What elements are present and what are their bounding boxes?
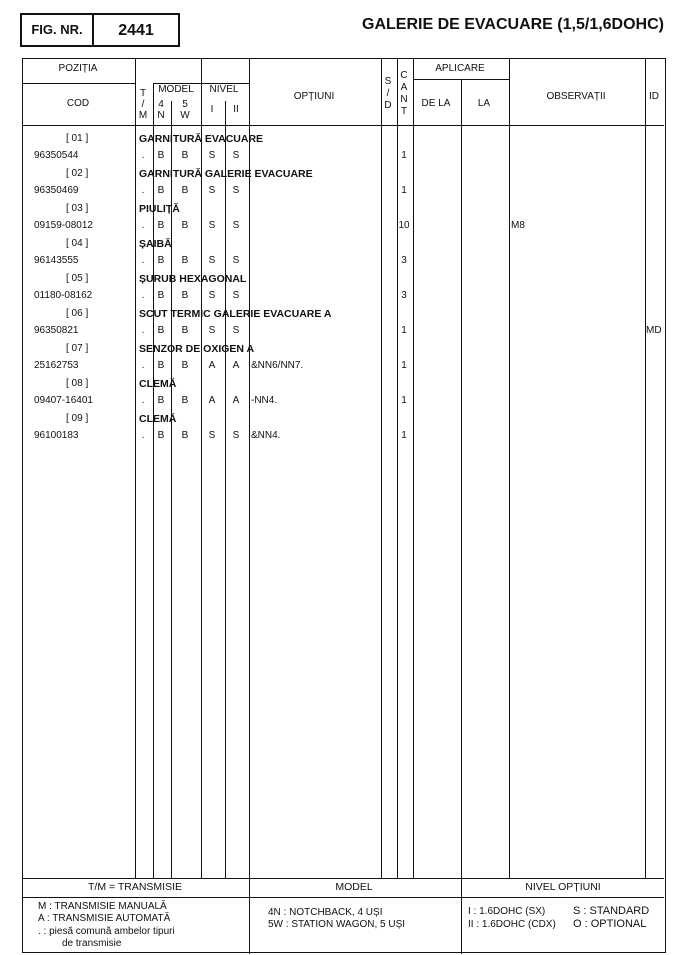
col-5w-2: W [180, 110, 190, 121]
part-name: PIULIȚĂ [139, 203, 180, 215]
col-sd-3: D [384, 100, 392, 111]
part-position: [ 06 ] [66, 308, 89, 319]
footer-tm-line: M : TRANSMISIE MANUALĂ [38, 901, 167, 912]
part-tm: . [141, 150, 145, 161]
part-nivel-ii: S [232, 150, 240, 161]
col-cant-4: T [400, 106, 408, 117]
part-quantity: 1 [401, 185, 407, 196]
part-nivel-i: S [208, 430, 216, 441]
part-nivel-ii: S [232, 220, 240, 231]
col-4n-1: 4 [158, 99, 164, 110]
part-name: SCUT TERMIC GALERIE EVACUARE A [139, 308, 332, 320]
footer-tm-title: T/M = TRANSMISIE [87, 881, 183, 893]
part-id: MD [646, 325, 662, 336]
part-position: [ 08 ] [66, 378, 89, 389]
part-nivel-ii: S [232, 255, 240, 266]
part-optiuni: &NN4. [251, 430, 281, 441]
fig-label: FIG. NR. [22, 15, 94, 45]
part-model-4n: B [157, 290, 165, 301]
part-nivel-i: S [208, 220, 216, 231]
part-code: 09407-16401 [34, 395, 93, 406]
part-model-5w: B [181, 185, 189, 196]
part-model-4n: B [157, 325, 165, 336]
part-model-5w: B [181, 360, 189, 371]
part-tm: . [141, 220, 145, 231]
footer-legend-line: O : OPTIONAL [573, 918, 647, 930]
col-aplicare: APLICARE [435, 63, 485, 74]
part-quantity: 3 [401, 290, 407, 301]
part-code: 96143555 [34, 255, 79, 266]
part-optiuni: &NN6/NN7. [251, 360, 304, 371]
part-nivel-ii: S [232, 325, 240, 336]
part-position: [ 07 ] [66, 343, 89, 354]
page-title: GALERIE DE EVACUARE (1,5/1,6DOHC) [362, 16, 664, 33]
part-nivel-i: A [208, 360, 216, 371]
part-name: CLEMĂ [139, 413, 177, 425]
footer-nivel-line: II : 1.6DOHC (CDX) [468, 919, 556, 930]
part-code: 96350544 [34, 150, 79, 161]
part-model-4n: B [157, 395, 165, 406]
part-code: 96350821 [34, 325, 79, 336]
part-model-5w: B [181, 255, 189, 266]
col-4n-2: N [157, 110, 165, 121]
part-code: 96350469 [34, 185, 79, 196]
part-model-4n: B [157, 185, 165, 196]
col-nivel: NIVEL [209, 84, 239, 95]
col-cant-3: N [400, 94, 408, 105]
part-name: ȘURUB HEXAGONAL [139, 273, 247, 285]
fig-number-box [20, 13, 180, 47]
footer-nivel-title: NIVEL OPȚIUNI [525, 881, 601, 893]
col-cant-2: A [400, 82, 408, 93]
col-observatii: OBSERVAȚII [546, 91, 606, 102]
col-de-la: DE LA [421, 98, 451, 109]
part-position: [ 01 ] [66, 133, 89, 144]
part-quantity: 1 [401, 360, 407, 371]
part-nivel-ii: S [232, 185, 240, 196]
part-tm: . [141, 430, 145, 441]
part-model-5w: B [181, 395, 189, 406]
part-quantity: 1 [401, 325, 407, 336]
part-model-4n: B [157, 360, 165, 371]
part-name: SENZOR DE OXIGEN A [139, 343, 255, 355]
part-model-4n: B [157, 430, 165, 441]
footer-model-line: 4N : NOTCHBACK, 4 UȘI [268, 907, 383, 918]
part-model-5w: B [181, 430, 189, 441]
part-tm: . [141, 185, 145, 196]
col-tm-3: M [138, 110, 148, 121]
part-nivel-ii: S [232, 430, 240, 441]
footer-model-title: MODEL [335, 881, 373, 893]
part-code: 09159-08012 [34, 220, 93, 231]
fig-number: 2441 [118, 22, 154, 39]
part-quantity: 10 [398, 220, 410, 231]
part-tm: . [141, 325, 145, 336]
footer-tm-line: A : TRANSMISIE AUTOMATĂ [38, 913, 171, 924]
footer-model-line: 5W : STATION WAGON, 5 UȘI [268, 919, 406, 930]
part-code: 96100183 [34, 430, 79, 441]
part-code: 01180-08162 [34, 290, 93, 301]
part-name: GARNITURĂ EVACUARE [139, 133, 264, 145]
col-optiuni: OPȚIUNI [293, 91, 335, 102]
col-nivel-i: I [210, 104, 214, 115]
col-cod: COD [66, 98, 90, 109]
col-la: LA [477, 98, 491, 109]
footer-legend-line: S : STANDARD [573, 905, 650, 917]
col-pozitia: POZIȚIA [58, 63, 98, 74]
part-observatii: M8 [511, 220, 525, 231]
part-tm: . [141, 255, 145, 266]
part-position: [ 09 ] [66, 413, 89, 424]
part-name: GARNITURĂ GALERIE EVACUARE [139, 168, 313, 180]
col-5w-1: 5 [182, 99, 188, 110]
part-name: CLEMĂ [139, 378, 177, 390]
part-model-5w: B [181, 220, 189, 231]
col-tm-2: / [141, 99, 145, 110]
part-position: [ 04 ] [66, 238, 89, 249]
footer-tm-line: . : piesă comună ambelor tipuri [38, 926, 175, 937]
part-quantity: 1 [401, 150, 407, 161]
part-quantity: 1 [401, 395, 407, 406]
part-name: ȘAIBĂ [139, 238, 172, 250]
col-sd-1: S [384, 76, 392, 87]
part-nivel-ii: S [232, 290, 240, 301]
col-tm-1: T [139, 88, 147, 99]
col-model: MODEL [158, 84, 194, 95]
col-sd-2: / [386, 88, 390, 99]
part-tm: . [141, 290, 145, 301]
part-model-4n: B [157, 255, 165, 266]
parts-table [22, 58, 666, 953]
part-nivel-i: S [208, 290, 216, 301]
part-nivel-i: S [208, 150, 216, 161]
part-position: [ 03 ] [66, 203, 89, 214]
part-model-4n: B [157, 220, 165, 231]
footer-nivel-line: I : 1.6DOHC (SX) [468, 906, 546, 917]
part-tm: . [141, 395, 145, 406]
part-nivel-i: S [208, 185, 216, 196]
part-model-5w: B [181, 325, 189, 336]
part-quantity: 3 [401, 255, 407, 266]
col-nivel-ii: II [233, 104, 239, 115]
part-nivel-ii: A [232, 360, 240, 371]
part-nivel-i: A [208, 395, 216, 406]
part-model-5w: B [181, 150, 189, 161]
part-nivel-i: S [208, 325, 216, 336]
part-nivel-i: S [208, 255, 216, 266]
part-position: [ 05 ] [66, 273, 89, 284]
part-model-5w: B [181, 290, 189, 301]
footer-tm-line: de transmisie [62, 938, 122, 949]
col-cant-1: C [400, 70, 408, 81]
part-position: [ 02 ] [66, 168, 89, 179]
part-optiuni: -NN4. [251, 395, 278, 406]
col-id: ID [649, 91, 659, 102]
part-quantity: 1 [401, 430, 407, 441]
part-code: 25162753 [34, 360, 79, 371]
part-tm: . [141, 360, 145, 371]
part-model-4n: B [157, 150, 165, 161]
part-nivel-ii: A [232, 395, 240, 406]
